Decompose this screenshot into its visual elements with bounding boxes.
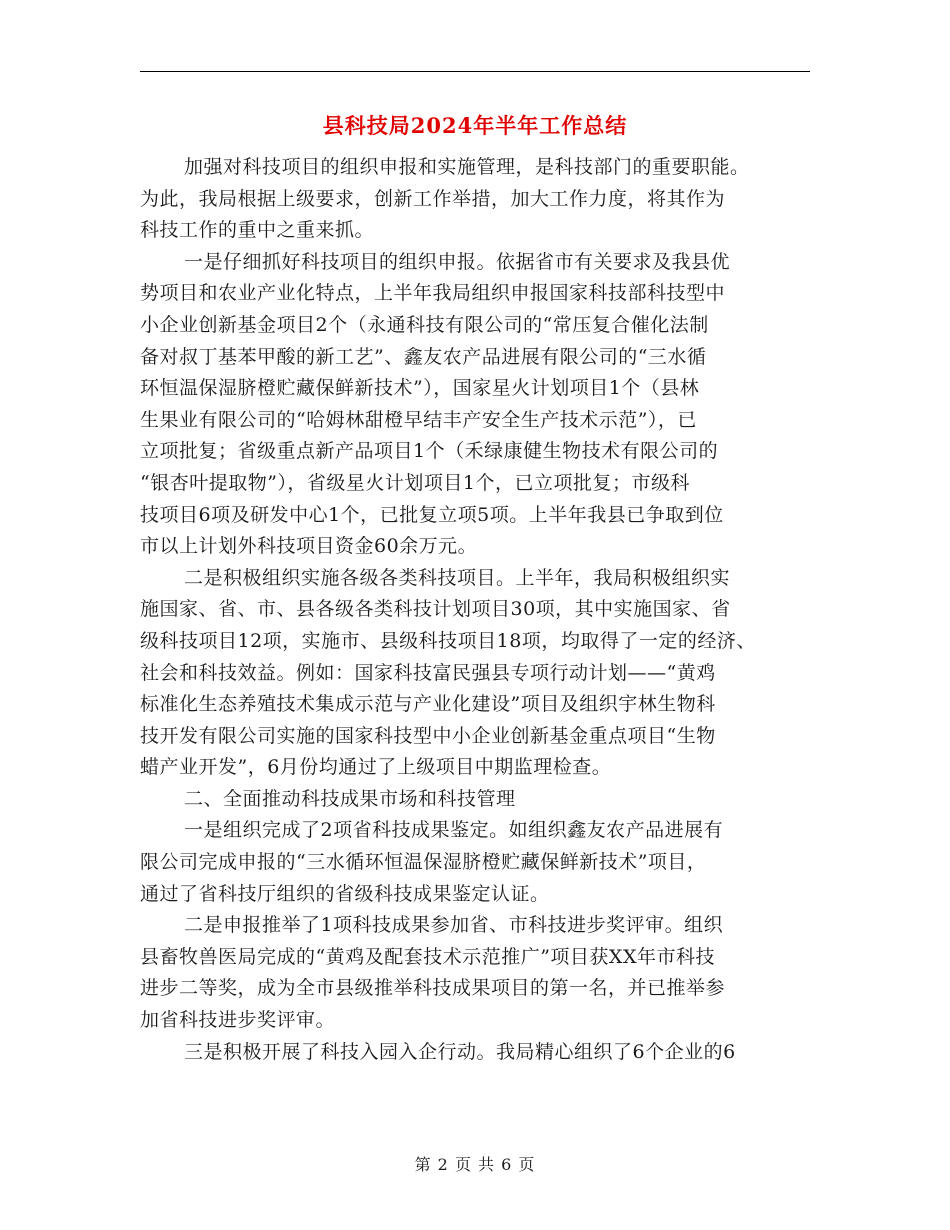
paragraph-line: 为此，我局根据上级要求，创新工作举措，加大工作力度，将其作为 <box>140 187 726 210</box>
paragraph-line: 限公司完成申报的“三水循环恒温保湿脐橙贮藏保鲜新技术”项目， <box>140 851 707 874</box>
paragraph-line: 一是仔细抓好科技项目的组织申报。依据省市有关要求及我县优 <box>184 250 731 273</box>
paragraph-line: 一是组织完成了2项省科技成果鉴定。如组织鑫友农产品进展有 <box>184 819 724 842</box>
paragraph-line: 技项目6项及研发中心1个，已批复立项5项。上半年我县已争取到位 <box>140 503 724 526</box>
paragraph-line: 施国家、省、市、县各级各类科技计划项目30项，其中实施国家、省 <box>140 598 731 621</box>
paragraph-line: 二是申报推举了1项科技成果参加省、市科技进步奖评审。组织 <box>184 914 724 937</box>
header-rule <box>140 71 810 72</box>
paragraph-line: 技开发有限公司实施的国家科技型中小企业创新基金重点项目“生物 <box>140 724 716 747</box>
paragraph-line: 市以上计划外科技项目资金60余万元。 <box>140 535 478 558</box>
paragraph-line: 加省科技进步奖评审。 <box>140 1009 336 1032</box>
paragraph-line: 势项目和农业产业化特点，上半年我局组织申报国家科技部科技型中 <box>140 282 726 305</box>
paragraph-line: “银杏叶提取物”），省级星火计划项目1个，已立项批复；市级科 <box>140 471 691 494</box>
document-body <box>140 152 815 1068</box>
paragraph-line: 科技工作的重中之重来抓。 <box>140 219 375 242</box>
paragraph-line: 小企业创新基金项目2个（永通科技有限公司的“常压复合催化法制 <box>140 313 709 336</box>
paragraph-line: 通过了省科技厅组织的省级科技成果鉴定认证。 <box>140 882 550 905</box>
paragraph-line: 县畜牧兽医局完成的“黄鸡及配套技术示范推广”项目获XX年市科技 <box>140 945 715 968</box>
document-title: 县科技局2024年半年工作总结 <box>322 113 628 138</box>
paragraph-line: 标准化生态养殖技术集成示范与产业化建设”项目及组织宇林生物科 <box>140 693 716 716</box>
paragraph-line: 环恒温保湿脐橙贮藏保鲜新技术”），国家星火计划项目1个（县林 <box>140 377 700 400</box>
paragraph-line: 立项批复；省级重点新产品项目1个（禾绿康健生物技术有限公司的 <box>140 440 719 463</box>
page-number-footer: 第 2 页 共 6 页 <box>414 1155 536 1174</box>
paragraph-line: 社会和科技效益。例如：国家科技富民强县专项行动计划——“黄鸡 <box>140 661 716 684</box>
paragraph-line: 蜡产业开发”，6月份均通过了上级项目中期监理检查。 <box>140 756 612 779</box>
section-heading: 二、全面推动科技成果市场和科技管理 <box>184 787 516 810</box>
paragraph-line: 二是积极组织实施各级各类科技项目。上半年，我局积极组织实 <box>184 566 731 589</box>
paragraph-line: 生果业有限公司的“哈姆林甜橙早结丰产安全生产技术示范”），已 <box>140 408 697 431</box>
paragraph-line: 加强对科技项目的组织申报和实施管理，是科技部门的重要职能。 <box>184 156 750 178</box>
paragraph-line: 三是积极开展了科技入园入企行动。我局精心组织了6个企业的6 <box>184 1040 736 1063</box>
paragraph-line: 进步二等奖，成为全市县级推举科技成果项目的第一名，并已推举参 <box>140 977 726 1000</box>
paragraph-line: 级科技项目12项，实施市、县级科技项目18项，均取得了一定的经济、 <box>140 629 756 652</box>
paragraph-line: 备对叔丁基苯甲酸的新工艺”、鑫友农产品进展有限公司的“三水循 <box>140 345 707 368</box>
